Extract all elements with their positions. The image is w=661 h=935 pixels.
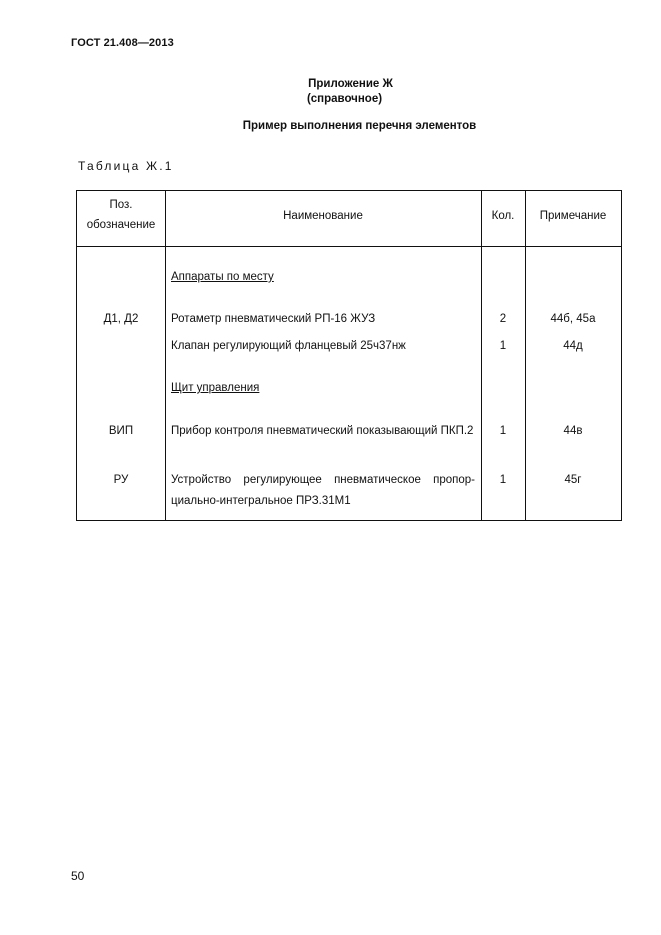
page-number: 50 bbox=[71, 869, 85, 883]
row-4-note: 45г bbox=[564, 474, 582, 486]
row-3-position: ВИП bbox=[108, 425, 134, 437]
row-4-quantity: 1 bbox=[499, 474, 507, 486]
table-header-divider bbox=[77, 246, 621, 247]
header-name: Наименование bbox=[283, 210, 363, 222]
group-heading-local-devices: Аппараты по месту bbox=[171, 271, 274, 283]
row-3-name: Прибор контроля пневматический показывающий ПКП.2 bbox=[171, 425, 474, 437]
elements-table bbox=[76, 190, 622, 521]
header-quantity: Кол. bbox=[491, 210, 515, 222]
row-3-quantity: 1 bbox=[499, 425, 507, 437]
header-note: Примечание bbox=[539, 210, 607, 222]
row-2-name: Клапан регулирующий фланцевый 25ч37нж bbox=[171, 340, 406, 352]
row-1-note: 44б, 45а bbox=[550, 313, 596, 325]
row-1-position: Д1, Д2 bbox=[103, 313, 139, 325]
appendix-title: Приложение Ж bbox=[308, 78, 393, 90]
appendix-status: (справочное) bbox=[306, 93, 383, 105]
document-code: ГОСТ 21.408—2013 bbox=[71, 37, 174, 49]
group-heading-control-panel: Щит управления bbox=[171, 382, 260, 394]
row-4-name: Устройство регулирующее пневматическое пропор-циально-интегральное ПРЗ.31М1 bbox=[171, 474, 475, 507]
header-position-line-2: обозначение bbox=[86, 219, 156, 231]
row-1-quantity: 2 bbox=[499, 313, 507, 325]
header-position bbox=[77, 195, 165, 235]
row-2-quantity: 1 bbox=[499, 340, 507, 352]
row-4-position: РУ bbox=[113, 474, 129, 486]
section-title: Пример выполнения перечня элементов bbox=[242, 120, 477, 132]
row-2-note: 44д bbox=[563, 340, 583, 352]
row-3-note: 44в bbox=[563, 425, 583, 437]
table-divider-1 bbox=[165, 191, 166, 520]
row-1-name: Ротаметр пневматический РП-16 ЖУЗ bbox=[171, 313, 376, 325]
table-caption: Таблица Ж.1 bbox=[78, 159, 174, 173]
header-position-line-1: Поз. bbox=[109, 199, 133, 211]
